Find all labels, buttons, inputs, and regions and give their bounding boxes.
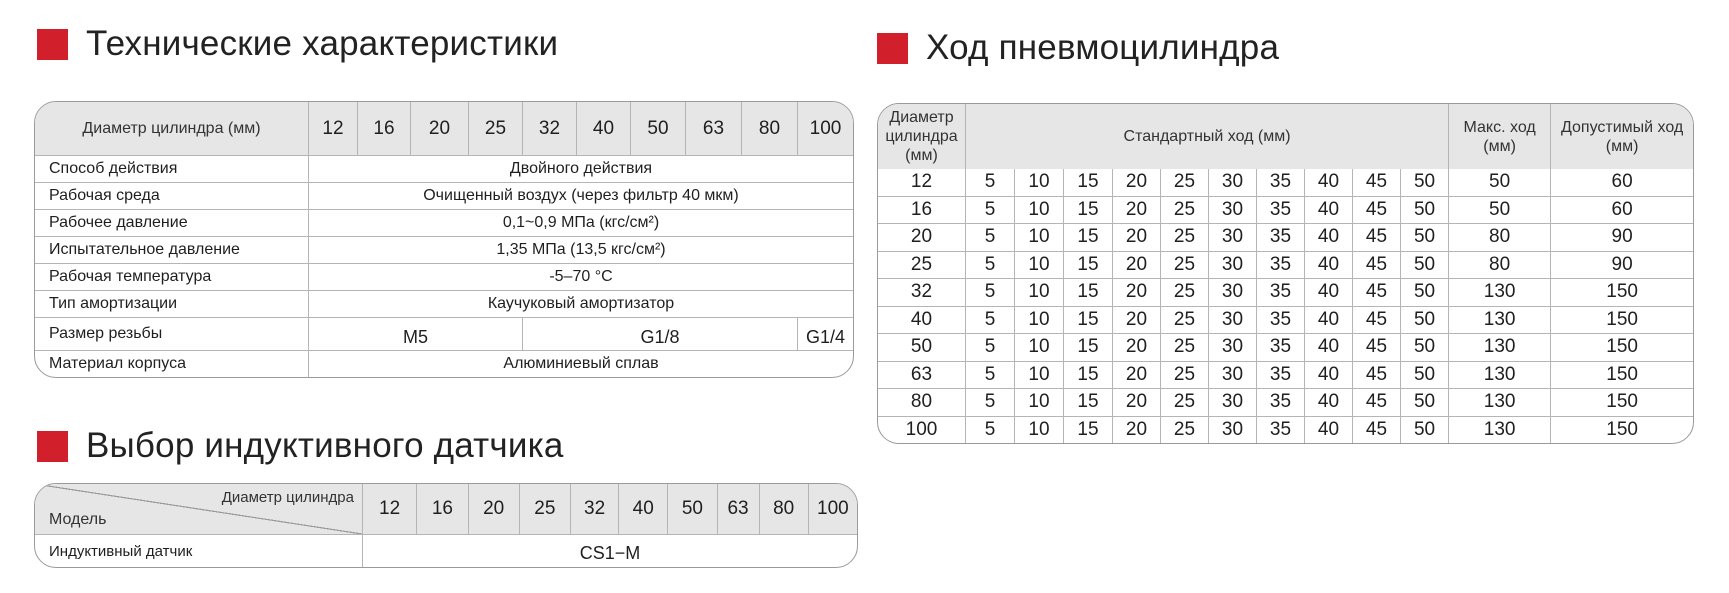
stroke-row (878, 169, 1693, 197)
stroke-standard-cell: 35 (1257, 334, 1305, 362)
stroke-standard-cell: 5 (966, 389, 1015, 417)
stroke-standard-cell: 45 (1353, 334, 1401, 362)
stroke-standard-cell: 30 (1209, 252, 1257, 280)
stroke-standard-cell: 35 (1257, 169, 1305, 197)
stroke-standard-cell: 45 (1353, 197, 1401, 225)
red-square-icon (37, 431, 68, 462)
stroke-standard-cell: 50 (1401, 279, 1449, 307)
stroke-standard-cell: 10 (1015, 307, 1064, 335)
tech-diameter-cell: 16 (358, 102, 411, 156)
stroke-diameter-cell: 12 (878, 169, 966, 197)
stroke-row (878, 389, 1693, 417)
stroke-standard-cell: 20 (1113, 417, 1161, 444)
stroke-standard-cell: 20 (1113, 362, 1161, 390)
stroke-allowed-cell: 90 (1551, 224, 1693, 252)
stroke-standard-cell: 15 (1064, 169, 1113, 197)
stroke-standard-cell: 5 (966, 169, 1015, 197)
tech-diameter-cell: 50 (631, 102, 686, 156)
stroke-table (877, 103, 1694, 444)
stroke-allowed-cell: 60 (1551, 197, 1693, 225)
tech-diameter-cell: 12 (309, 102, 358, 156)
stroke-max-cell: 130 (1449, 279, 1551, 307)
tech-row-value: Двойного действия (309, 156, 853, 183)
sensor-diag-bottom-label: Модель (49, 511, 107, 528)
stroke-diameter-cell: 20 (878, 224, 966, 252)
stroke-standard-cell: 15 (1064, 252, 1113, 280)
stroke-max-cell: 130 (1449, 417, 1551, 444)
sensor-row-label: Индуктивный датчик (35, 535, 363, 567)
tech-row-label: Рабочее давление (35, 210, 309, 237)
stroke-diameter-cell: 32 (878, 279, 966, 307)
sensor-diameter-cell: 12 (363, 484, 417, 535)
stroke-allowed-cell: 150 (1606, 418, 1638, 440)
tech-row-label: Способ действия (35, 156, 309, 183)
stroke-allowed-cell: 150 (1551, 334, 1693, 362)
stroke-header-max: Макс. ход (мм) (1449, 104, 1551, 169)
stroke-max-cell: 80 (1449, 224, 1551, 252)
tech-row-value: Очищенный воздух (через фильтр 40 мкм) (309, 183, 853, 210)
stroke-max-cell: 80 (1449, 252, 1551, 280)
stroke-standard-cell: 20 (1113, 307, 1161, 335)
stroke-standard-cell: 50 (1401, 362, 1449, 390)
stroke-standard-cell: 40 (1305, 389, 1353, 417)
stroke-standard-cell: 50 (1401, 417, 1449, 444)
tech-row-value: Алюминиевый сплав (503, 355, 659, 372)
sensor-diameter-cell: 20 (469, 484, 520, 535)
tech-thread-value: G1/4 (798, 318, 853, 351)
stroke-standard-cell: 40 (1305, 169, 1353, 197)
sensor-diameter-cell: 100 (809, 484, 857, 535)
stroke-standard-cell: 10 (1015, 362, 1064, 390)
tech-row-cushioning (35, 291, 853, 318)
tech-diameter-cell: 25 (469, 102, 523, 156)
stroke-standard-cell: 30 (1209, 307, 1257, 335)
tech-diameter-cell: 80 (742, 102, 798, 156)
stroke-standard-cell: 45 (1353, 362, 1401, 390)
stroke-standard-cell: 20 (1113, 252, 1161, 280)
tech-diameter-cell: 32 (523, 102, 577, 156)
stroke-standard-cell: 45 (1353, 389, 1401, 417)
tech-row-label: Рабочая среда (35, 183, 309, 210)
stroke-standard-cell: 30 (1209, 279, 1257, 307)
sensor-diameter-cell: 25 (520, 484, 571, 535)
tech-diameter-cell: 20 (411, 102, 469, 156)
sensor-diameter-cell: 32 (571, 484, 619, 535)
stroke-standard-cell: 15 (1064, 334, 1113, 362)
section-title-sensor-text: Выбор индуктивного датчика (86, 426, 564, 465)
tech-row-thread (35, 318, 853, 351)
stroke-standard-cell: 40 (1305, 334, 1353, 362)
tech-row-medium (35, 183, 853, 210)
tech-row-label: Рабочая температура (35, 264, 309, 291)
stroke-standard-cell: 45 (1353, 279, 1401, 307)
stroke-row (878, 307, 1693, 335)
tech-diameter-cell: 40 (577, 102, 631, 156)
stroke-standard-cell: 15 (1064, 417, 1113, 444)
stroke-standard-cell: 20 (1113, 334, 1161, 362)
stroke-standard-cell: 15 (1064, 279, 1113, 307)
stroke-standard-cell: 5 (966, 417, 1015, 444)
tech-thread-value: G1/8 (523, 318, 798, 351)
section-title-stroke (877, 28, 1279, 68)
stroke-standard-cell: 40 (1305, 224, 1353, 252)
stroke-standard-cell: 30 (1209, 389, 1257, 417)
stroke-standard-cell: 50 (1401, 197, 1449, 225)
stroke-allowed-cell: 150 (1551, 279, 1693, 307)
stroke-header-allowed: Допустимый ход (мм) (1551, 104, 1693, 169)
stroke-diameter-cell: 100 (878, 417, 966, 444)
stroke-row (878, 279, 1693, 307)
stroke-standard-cell: 30 (1209, 334, 1257, 362)
stroke-standard-cell: 25 (1161, 389, 1209, 417)
stroke-standard-cell: 50 (1401, 169, 1449, 197)
stroke-standard-cell: 40 (1305, 252, 1353, 280)
tech-row-label: Тип амортизации (35, 291, 309, 318)
tech-diameter-cell: 63 (686, 102, 742, 156)
sensor-row (35, 535, 857, 567)
stroke-diameter-cell: 16 (878, 197, 966, 225)
stroke-standard-cell: 30 (1209, 417, 1257, 444)
tech-row-action (35, 156, 853, 183)
stroke-diameter-cell: 80 (878, 389, 966, 417)
stroke-standard-cell: 10 (1015, 417, 1064, 444)
stroke-row (878, 417, 1693, 444)
stroke-max-cell: 50 (1449, 197, 1551, 225)
stroke-row (878, 252, 1693, 280)
sensor-diameter-cell: 63 (718, 484, 760, 535)
stroke-row (878, 334, 1693, 362)
tech-row-value: Каучуковый амортизатор (309, 291, 853, 318)
stroke-standard-cell: 15 (1064, 389, 1113, 417)
tech-row-material (35, 351, 853, 377)
stroke-standard-cell: 10 (1015, 279, 1064, 307)
stroke-standard-cell: 35 (1257, 362, 1305, 390)
stroke-standard-cell: 5 (966, 279, 1015, 307)
stroke-standard-cell: 10 (1015, 224, 1064, 252)
sensor-diameter-cell: 80 (760, 484, 809, 535)
sensor-diameter-cell: 50 (668, 484, 717, 535)
stroke-diameter-cell: 25 (878, 252, 966, 280)
tech-spec-table (34, 101, 854, 378)
stroke-standard-cell: 45 (1353, 417, 1401, 444)
stroke-standard-cell: 5 (966, 224, 1015, 252)
tech-diameter-cell: 100 (798, 102, 853, 156)
stroke-max-cell: 130 (1449, 334, 1551, 362)
tech-row-value: -5–70 °C (309, 264, 853, 291)
sensor-diag-top-label: Диаметр цилиндра (221, 489, 354, 506)
red-square-icon (877, 33, 908, 64)
stroke-standard-cell: 20 (1113, 224, 1161, 252)
stroke-row (878, 197, 1693, 225)
section-title-tech-text: Технические характеристики (86, 24, 559, 63)
stroke-standard-cell: 50 (1401, 224, 1449, 252)
stroke-standard-cell: 25 (1161, 169, 1209, 197)
stroke-standard-cell: 10 (1015, 252, 1064, 280)
stroke-standard-cell: 15 (1064, 362, 1113, 390)
stroke-standard-cell: 40 (1305, 307, 1353, 335)
stroke-header-standard: Стандартный ход (мм) (966, 104, 1449, 169)
stroke-standard-cell: 50 (1401, 307, 1449, 335)
sensor-diagonal-header (35, 484, 363, 535)
stroke-standard-cell: 35 (1257, 197, 1305, 225)
sensor-table (34, 483, 858, 568)
stroke-standard-cell: 50 (1401, 334, 1449, 362)
stroke-max-cell: 50 (1449, 169, 1551, 197)
tech-header-row (35, 102, 853, 156)
stroke-standard-cell: 15 (1064, 307, 1113, 335)
stroke-standard-cell: 25 (1161, 279, 1209, 307)
stroke-standard-cell: 30 (1209, 197, 1257, 225)
stroke-standard-cell: 5 (966, 252, 1015, 280)
tech-row-pressure (35, 210, 853, 237)
stroke-standard-cell: 35 (1257, 307, 1305, 335)
sensor-header-row (35, 484, 857, 535)
stroke-standard-cell: 30 (1209, 362, 1257, 390)
stroke-row (878, 224, 1693, 252)
stroke-standard-cell: 20 (1113, 389, 1161, 417)
stroke-standard-cell: 45 (1353, 307, 1401, 335)
stroke-standard-cell: 25 (1161, 197, 1209, 225)
section-title-tech (37, 24, 558, 64)
stroke-standard-cell: 10 (1015, 197, 1064, 225)
stroke-standard-cell: 5 (966, 334, 1015, 362)
stroke-standard-cell: 35 (1257, 224, 1305, 252)
stroke-standard-cell: 10 (1015, 334, 1064, 362)
stroke-allowed-cell: 150 (1551, 389, 1693, 417)
stroke-standard-cell: 35 (1257, 279, 1305, 307)
stroke-max-cell: 130 (1449, 362, 1551, 390)
tech-row-value: 0,1~0,9 МПа (кгс/см²) (309, 210, 853, 237)
stroke-standard-cell: 5 (966, 197, 1015, 225)
stroke-header-row (878, 104, 1693, 169)
section-title-stroke-text: Ход пневмоцилиндра (926, 28, 1280, 67)
stroke-standard-cell: 25 (1161, 307, 1209, 335)
stroke-standard-cell: 20 (1113, 197, 1161, 225)
stroke-diameter-cell: 40 (878, 307, 966, 335)
tech-thread-value: M5 (309, 318, 523, 351)
stroke-standard-cell: 50 (1401, 389, 1449, 417)
stroke-standard-cell: 45 (1353, 252, 1401, 280)
stroke-standard-cell: 20 (1113, 279, 1161, 307)
stroke-max-cell: 130 (1449, 389, 1551, 417)
stroke-standard-cell: 40 (1305, 362, 1353, 390)
sensor-diameter-cell: 16 (417, 484, 468, 535)
stroke-standard-cell: 15 (1064, 197, 1113, 225)
stroke-standard-cell: 15 (1064, 224, 1113, 252)
stroke-standard-cell: 50 (1401, 252, 1449, 280)
stroke-header-diameter: Диаметр цилиндра (мм) (878, 104, 966, 169)
stroke-standard-cell: 40 (1305, 279, 1353, 307)
tech-row-label: Испытательное давление (35, 237, 309, 264)
stroke-allowed-cell: 150 (1551, 307, 1693, 335)
stroke-standard-cell: 25 (1161, 362, 1209, 390)
tech-row-value: 1,35 МПа (13,5 кгс/см²) (309, 237, 853, 264)
stroke-allowed-cell: 60 (1551, 169, 1693, 197)
tech-header-label: Диаметр цилиндра (мм) (35, 102, 309, 156)
stroke-standard-cell: 25 (1161, 224, 1209, 252)
stroke-row (878, 362, 1693, 390)
stroke-standard-cell: 25 (1161, 334, 1209, 362)
stroke-standard-cell: 30 (1209, 224, 1257, 252)
stroke-standard-cell: 10 (1015, 169, 1064, 197)
stroke-allowed-cell: 150 (1551, 362, 1693, 390)
stroke-standard-cell: 35 (1257, 389, 1305, 417)
stroke-max-cell: 130 (1449, 307, 1551, 335)
stroke-standard-cell: 45 (1353, 224, 1401, 252)
stroke-standard-cell: 10 (1015, 389, 1064, 417)
stroke-standard-cell: 20 (1113, 169, 1161, 197)
stroke-standard-cell: 40 (1305, 197, 1353, 225)
tech-row-label: Размер резьбы (35, 318, 309, 351)
stroke-standard-cell: 40 (1305, 417, 1353, 444)
stroke-standard-cell: 5 (966, 307, 1015, 335)
tech-row-temperature (35, 264, 853, 291)
sensor-diameter-cell: 40 (619, 484, 668, 535)
tech-row-label: Материал корпуса (35, 351, 309, 377)
stroke-allowed-cell: 90 (1551, 252, 1693, 280)
stroke-standard-cell: 5 (966, 362, 1015, 390)
red-square-icon (37, 29, 68, 60)
stroke-standard-cell: 30 (1209, 169, 1257, 197)
stroke-diameter-cell: 50 (878, 334, 966, 362)
section-title-sensor (37, 426, 564, 466)
stroke-standard-cell: 35 (1257, 417, 1305, 444)
stroke-standard-cell: 25 (1161, 252, 1209, 280)
stroke-standard-cell: 35 (1257, 252, 1305, 280)
stroke-standard-cell: 45 (1353, 169, 1401, 197)
tech-row-test-pressure (35, 237, 853, 264)
stroke-diameter-cell: 63 (878, 362, 966, 390)
sensor-row-value: CS1−M (579, 542, 641, 563)
stroke-standard-cell: 25 (1161, 417, 1209, 444)
